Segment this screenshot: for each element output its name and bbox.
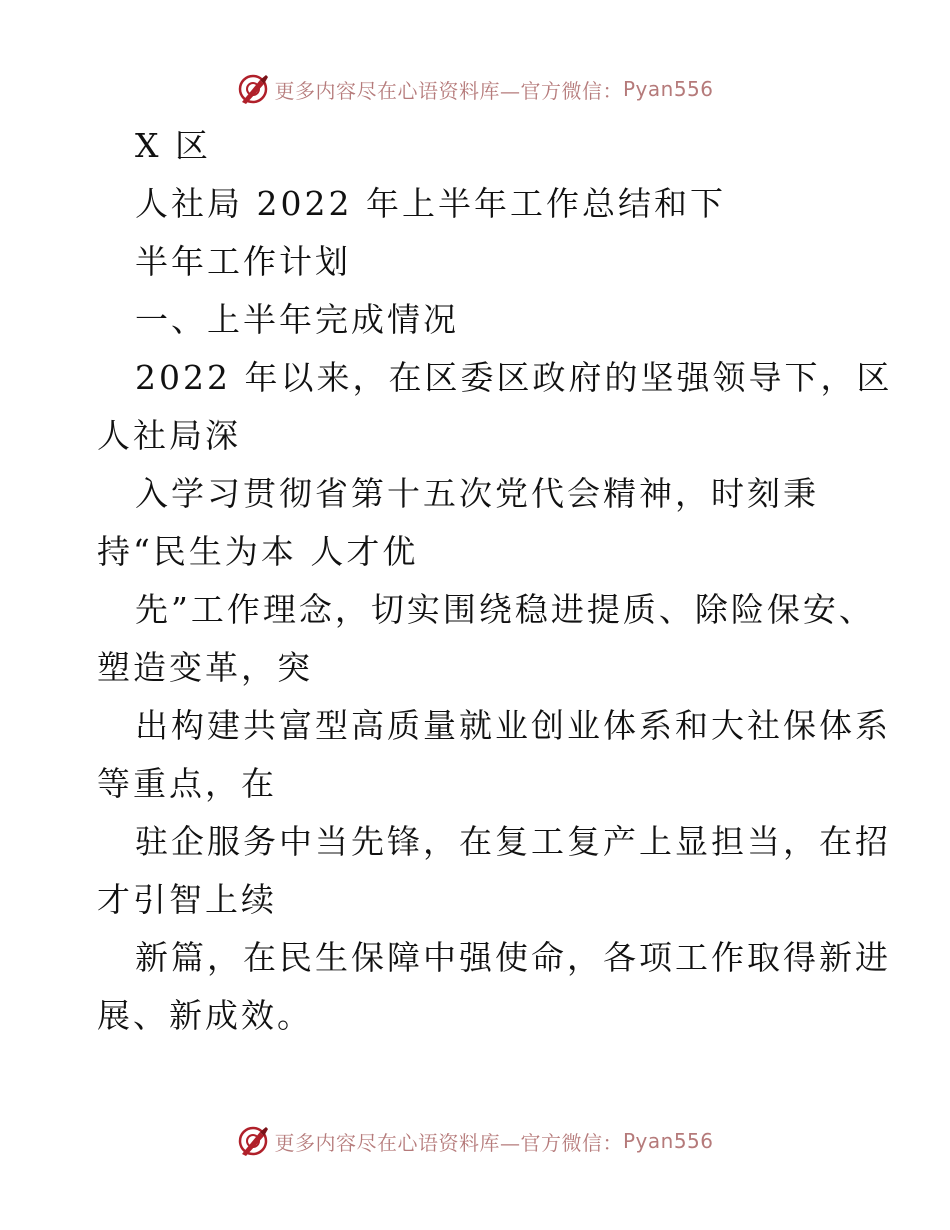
doc-title-line-3: 半年工作计划 <box>135 242 351 281</box>
doc-title-line-2: 人社局 2022 年上半年工作总结和下 <box>135 184 726 223</box>
doc-title-line-1: X 区 <box>135 126 211 165</box>
paragraph-line: 持“民生为本 人才优 <box>97 532 419 571</box>
pen-logo-icon <box>236 1124 270 1158</box>
paragraph-line: 塑造变革，突 <box>97 648 313 687</box>
paragraph-line: 驻企服务中当先锋，在复工复产上显担当，在招 <box>135 822 891 861</box>
pen-logo-icon <box>236 72 270 106</box>
paragraph-line: 2022 年以来，在区委区政府的坚强领导下，区 <box>135 358 893 397</box>
watermark-text: 更多内容尽在心语资料库—官方微信： <box>274 1130 623 1155</box>
watermark-text: 更多内容尽在心语资料库—官方微信： <box>274 78 623 103</box>
paragraph-line: 出构建共富型高质量就业创业体系和大社保体系 <box>135 706 891 745</box>
paragraph-line: 入学习贯彻省第十五次党代会精神，时刻秉 <box>135 474 819 513</box>
paragraph-line: 新篇，在民生保障中强使命，各项工作取得新进 <box>135 938 891 977</box>
watermark-handle: Pyan556 <box>622 1129 714 1153</box>
footer-watermark <box>0 1124 950 1158</box>
paragraph-line: 展、新成效。 <box>97 996 313 1035</box>
watermark-handle: Pyan556 <box>622 77 714 101</box>
paragraph-line: 人社局深 <box>97 416 241 455</box>
paragraph-line: 先”工作理念，切实围绕稳进提质、除险保安、 <box>135 590 875 629</box>
header-watermark <box>0 72 950 106</box>
paragraph-line: 才引智上续 <box>97 880 277 919</box>
paragraph-line: 等重点，在 <box>97 764 277 803</box>
section-heading: 一、上半年完成情况 <box>135 300 459 339</box>
